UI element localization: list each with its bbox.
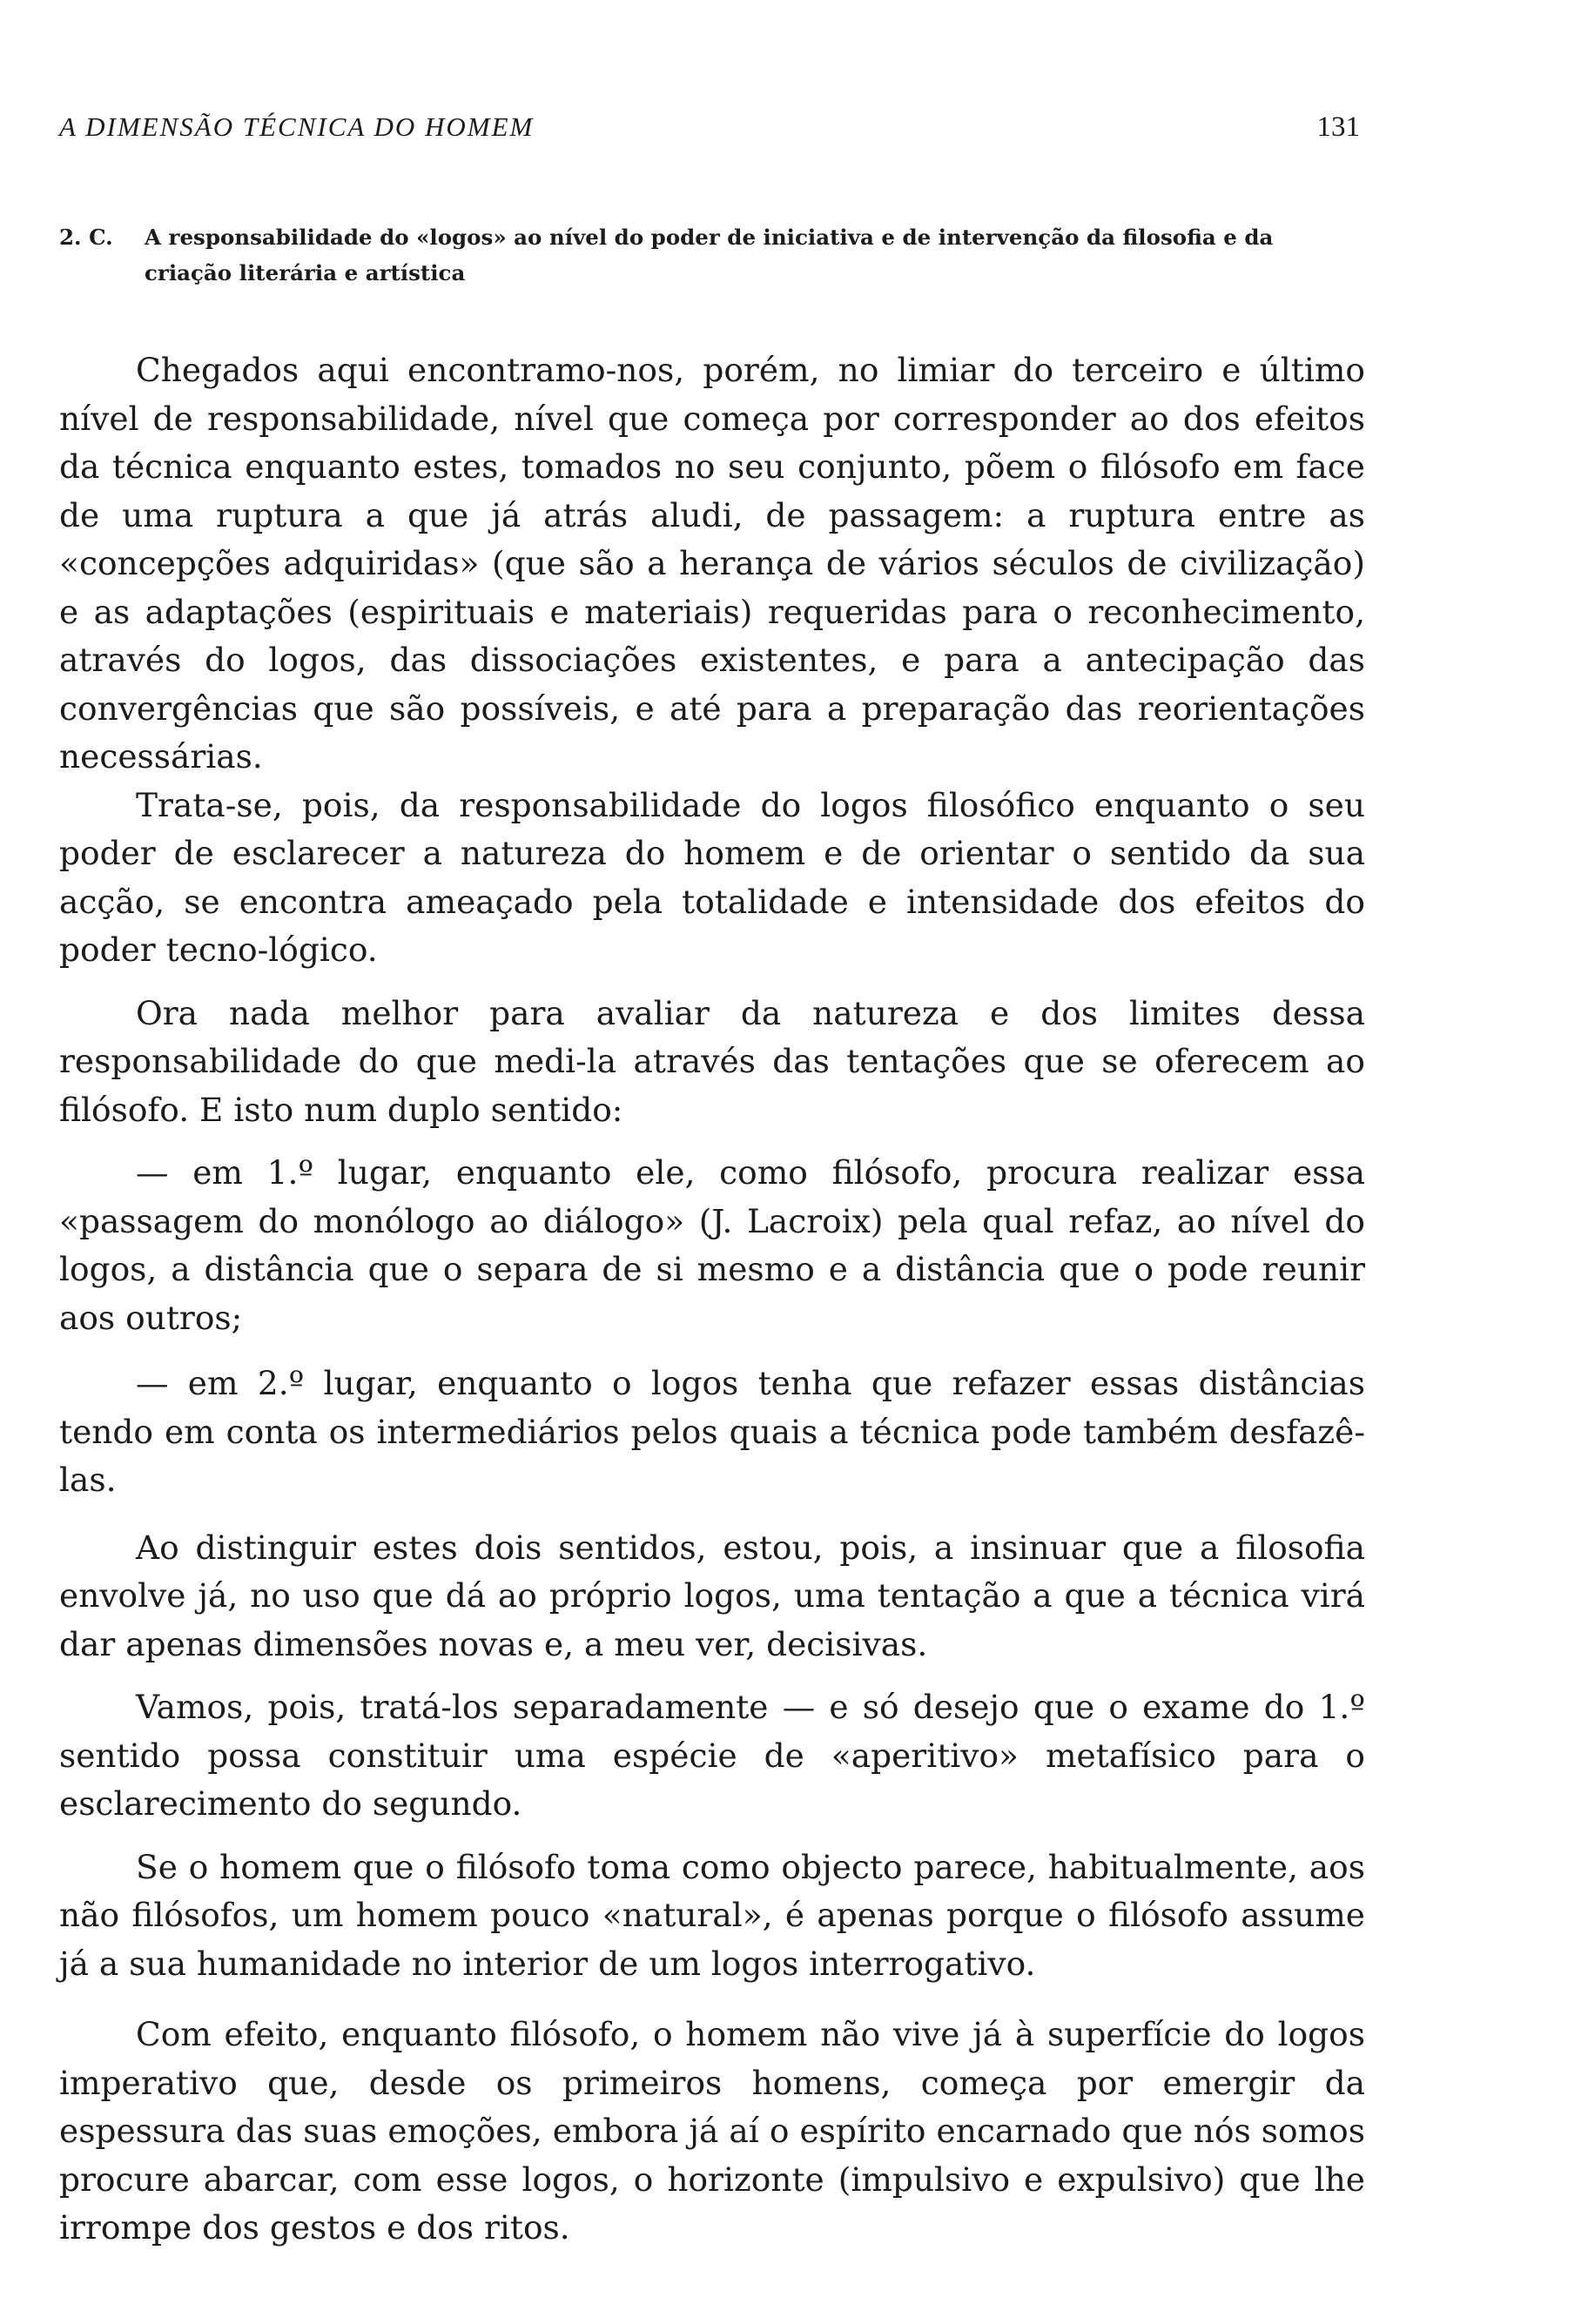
- paragraph: Chegados aqui encontramo-nos, porém, no limiar do terceiro e último nível de responsabilidade, nível que começa por corresponder ao dos efeitos da técnica enquanto estes, tomados no seu conjunto, põem o filósofo em face de uma ruptura a que já atrás aludi, de passagem: a ruptura entre as «concepções adquiridas» (que são a herança de vários séculos de civilização) e as adaptações (espirituais e materiais) requeridas para o reconhecimento, através do logos, das dissociações existentes, e para a antecipação das convergências que são possíveis, e até para a preparação das reorientações necessárias.: [59, 351, 1365, 776]
- paragraph: Ora nada melhor para avaliar da natureza e dos limites dessa responsabilidade do que medi-la através das tentações que se oferecem ao filósofo. E isto num duplo sentido:: [59, 993, 1365, 1129]
- list-item-paragraph: — em 1.º lugar, enquanto ele, como filósofo, procura realizar essa «passagem do monólogo ao diálogo» (J. Lacroix) pela qual refaz, ao nível do logos, a distância que o separa de si mesmo e a distância que o pode reunir aos outros;: [59, 1153, 1365, 1337]
- paragraph: Se o homem que o filósofo toma como objecto parece, habitualmente, aos não filósofos, um homem pouco «natural», é apenas porque o filósofo assume já a sua humanidade no interior de um logos interrogativo.: [59, 1847, 1365, 1983]
- paragraph: Com efeito, enquanto filósofo, o homem não vive já à superfície do logos imperativo que, desde os primeiros homens, começa por emergir da espessura das suas emoções, embora já aí o espírito encarnado que nós somos procure abarcar, com esse logos, o horizonte (impulsivo e expulsivo) que lhe irrompe dos gestos e dos ritos.: [59, 2015, 1365, 2247]
- book-page: [59, 111, 1365, 2253]
- paragraph: Trata-se, pois, da responsabilidade do logos filosófico enquanto o seu poder de esclarecer a natureza do homem e de orientar o sentido da sua acção, se encontra ameaçado pela totalidade e intensidade dos efeitos do poder tecno-lógico.: [59, 785, 1365, 969]
- section-title: A responsabilidade do «logos» ao nível do poder de iniciativa e de intervenção da filosofia e da criação literária e artística: [145, 225, 1274, 285]
- body-text: [59, 346, 1365, 2253]
- section-heading: [59, 219, 1365, 291]
- list-item-paragraph: — em 2.º lugar, enquanto o logos tenha que refazer essas distâncias tendo em conta os intermediários pelos quais a técnica pode também desfazê-las.: [59, 1364, 1365, 1499]
- paragraph: Ao distinguir estes dois sentidos, estou, pois, a insinuar que a filosofia envolve já, no uso que dá ao próprio logos, uma tentação a que a técnica virá dar apenas dimensões novas e, a meu ver, decisivas.: [59, 1528, 1365, 1663]
- section-number: 2. C.: [59, 225, 113, 250]
- paragraph: Vamos, pois, tratá-los separadamente — e só desejo que o exame do 1.º sentido possa constituir uma espécie de «aperitivo» metafísico para o esclarecimento do segundo.: [59, 1688, 1365, 1823]
- page-number: 131: [1316, 111, 1360, 143]
- running-head: [59, 111, 1365, 190]
- running-title: A DIMENSÃO TÉCNICA DO HOMEM: [59, 111, 535, 142]
